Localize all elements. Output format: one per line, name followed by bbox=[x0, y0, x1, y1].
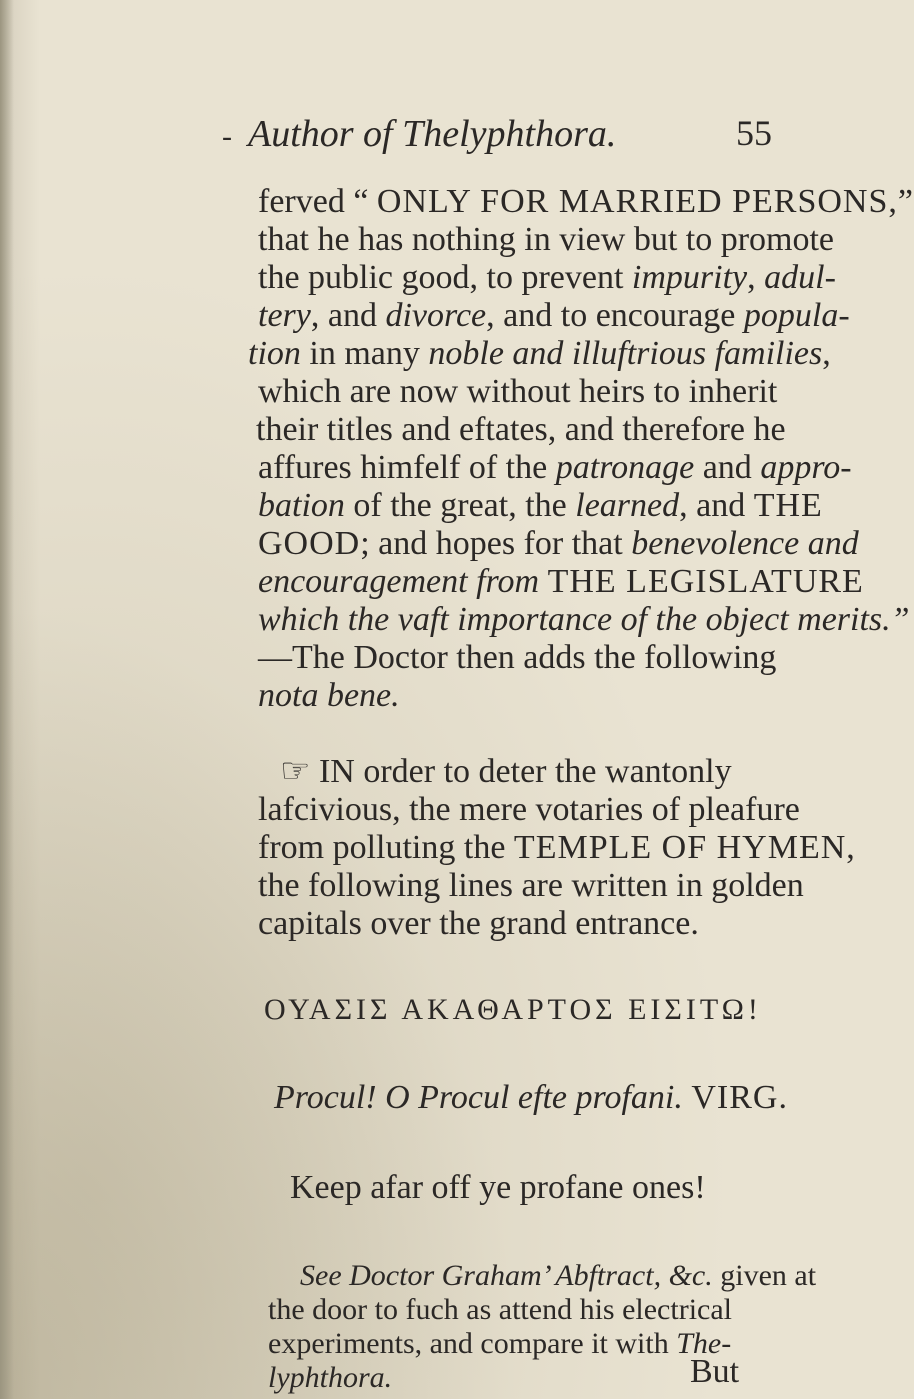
nota-bene-line-1: ☞ IN order to deter the wantonly bbox=[280, 753, 732, 790]
text-line-6: which are now without heirs to inherit bbox=[258, 373, 778, 410]
footnote-line-3: experiments, and compare it with The- bbox=[268, 1327, 732, 1360]
nota-bene-line-2: lafcivious, the mere votaries of pleafure bbox=[258, 791, 800, 828]
text-line-1: ferved “ ONLY FOR MARRIED PERSONS,” bbox=[258, 183, 914, 220]
running-title: Author of Thelyphthora. bbox=[248, 113, 617, 155]
header-dash: - bbox=[222, 120, 232, 153]
text-line-10: GOOD; and hopes for that benevolence and bbox=[258, 525, 859, 562]
nota-bene-line-3: from polluting the TEMPLE OF HYMEN, bbox=[258, 829, 855, 866]
text-line-11: encouragement from THE LEGISLATURE bbox=[258, 563, 864, 600]
greek-inscription: ΟΥΑΣΙΣ ΑΚΑΘΑΡΤΟΣ ΕΙΣΙΤΩ! bbox=[264, 993, 762, 1026]
text-line-14: nota bene. bbox=[258, 677, 400, 714]
running-header bbox=[0, 112, 800, 162]
nota-bene-line-5: capitals over the grand entrance. bbox=[258, 905, 699, 942]
catchword: But bbox=[690, 1353, 740, 1390]
text-line-5: tion in many noble and illuftrious families, bbox=[248, 335, 831, 372]
text-line-9: bation of the great, the learned, and THE bbox=[258, 487, 823, 524]
text-line-8: affures himfelf of the patronage and appro- bbox=[258, 449, 852, 486]
footnote-line-4: lyphthora. bbox=[268, 1361, 393, 1394]
footnote-line-1: See Doctor Graham’ Abftract, &c. given at bbox=[300, 1259, 817, 1292]
footnote-line-2: the door to fuch as attend his electrical bbox=[268, 1293, 732, 1326]
text-line-7: their titles and eftates, and therefore he bbox=[256, 411, 786, 448]
page-number: 55 bbox=[736, 113, 772, 153]
latin-quotation: Procul! O Procul efte profani. VIRG. bbox=[274, 1079, 788, 1116]
text-line-2: that he has nothing in view but to promote bbox=[258, 221, 835, 258]
text-line-4: tery, and divorce, and to encourage popula- bbox=[258, 297, 850, 334]
text-line-3: the public good, to prevent impurity, adul- bbox=[258, 259, 836, 296]
nota-bene-line-4: the following lines are written in golden bbox=[258, 867, 804, 904]
page-edge-shadow bbox=[0, 0, 14, 1399]
text-line-12: which the vaft importance of the object merits.” bbox=[258, 601, 910, 638]
english-translation: Keep afar off ye profane ones! bbox=[290, 1169, 706, 1206]
text-line-13: —The Doctor then adds the following bbox=[258, 639, 777, 676]
